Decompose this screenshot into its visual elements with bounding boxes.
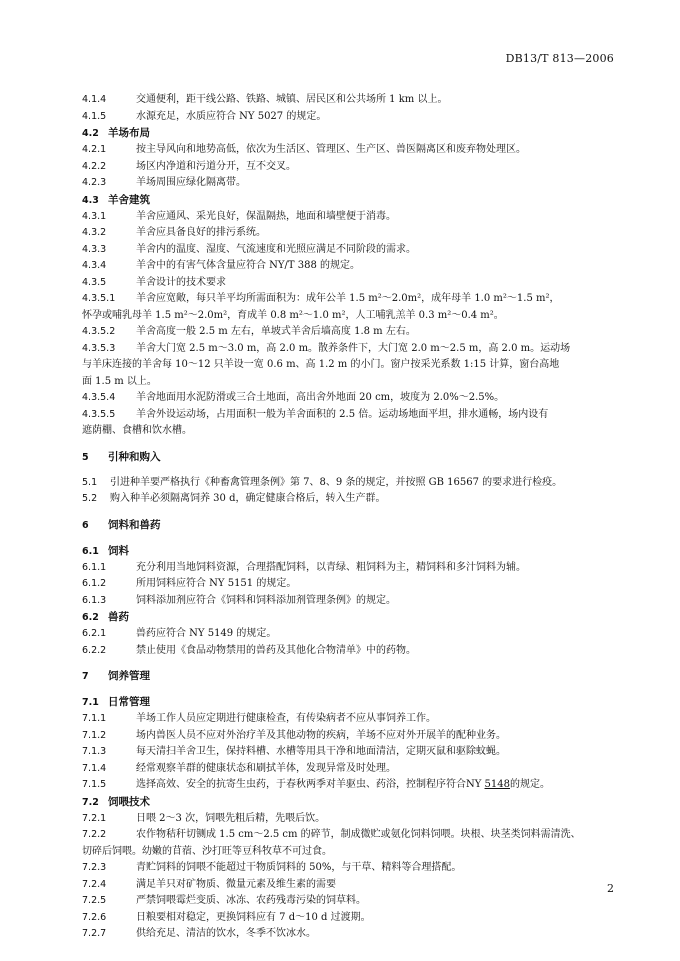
heading-text: 兽药	[108, 611, 129, 623]
clause-text: 日喂 2～3 次，饲喂先粗后精，先喂后饮。	[136, 812, 326, 824]
clause-number: 6.1.3	[82, 594, 107, 606]
heading-text: 引种和购入	[108, 450, 161, 463]
clause-line	[82, 827, 634, 844]
clause-line	[82, 560, 634, 577]
clause-line	[82, 626, 634, 643]
clause-line	[82, 811, 634, 828]
section-gap	[82, 659, 634, 668]
clause-line	[82, 926, 634, 943]
clause-text: 经常观察羊群的健康状态和刷拭羊体，发现异常及时处理。	[136, 762, 396, 774]
clause-continuation	[82, 844, 634, 861]
clause-text: 购入种羊必须隔离饲养 30 d，确定健康合格后，转入生产群。	[110, 493, 386, 504]
clause-number: 7.1.3	[82, 746, 107, 757]
clause-number: 4.2	[82, 128, 99, 139]
clause-continuation	[82, 374, 634, 391]
clause-text: 严禁饲喂霉烂变质、冰冻、农药残毒污染的饲草料。	[136, 895, 366, 906]
clause-text: 青贮饲料的饲喂不能超过干物质饲料的 50%，与干草、精料等合理搭配。	[136, 862, 462, 873]
document-body	[82, 92, 634, 943]
heading-text: 日常管理	[108, 696, 150, 708]
section-gap	[82, 685, 634, 694]
clause-text: 所用饲料应符合 NY 5151 的规定。	[136, 578, 297, 589]
clause-number: 4.3.5	[82, 276, 107, 288]
heading-text: 羊舍建筑	[108, 193, 150, 206]
clause-text: 选择高效、安全的抗寄生虫药，于春秋两季对羊驱虫、药浴，控制程序符合NY	[136, 779, 485, 790]
clause-text: 羊舍大门宽 2.5 m～3.0 m，高 2.0 m。散养条件下，大门宽 2.0 m～2.5 m，高 2.0 m。运动场	[136, 342, 571, 354]
clause-number: 7.1.2	[82, 729, 107, 741]
clause-text: 羊舍地面用水泥防滑或三合土地面，高出舍外地面 20 cm，坡度为 2.0%～2.5%。	[136, 392, 505, 403]
page-number: 2	[607, 882, 614, 895]
standard-reference: 5148	[484, 779, 510, 790]
clause-text: 羊舍中的有害气体含量应符合 NY/T 388 的规定。	[136, 260, 361, 271]
clause-text: 引进种羊要严格执行《种畜禽管理条例》第 7、8、9 条的规定，并按照 GB 16567 的要求进行检疫。	[110, 476, 563, 488]
clause-text: 羊舍应具备良好的排污系统。	[136, 227, 266, 238]
section-gap	[82, 534, 634, 543]
clause-text: 充分利用当地饲料资源，合理搭配饲料，以青绿、粗饲料为主，精饲料和多汁饲料为辅。	[136, 561, 526, 573]
clause-text: 满足羊只对矿物质、微量元素及维生素的需要	[136, 878, 336, 890]
clause-number: 6.2.1	[82, 628, 107, 639]
heading-text: 饲喂技术	[108, 795, 150, 808]
clause-number: 4.2.1	[82, 144, 107, 155]
clause-text: 与羊床连接的羊舍每 10～12 只羊设一宽 0.6 m、高 1.2 m 的小门。窗户按采光系数 1:15 计算，窗台高地	[82, 359, 560, 370]
clause-number: 4.3.5.3	[82, 342, 116, 354]
section-heading	[82, 449, 634, 466]
clause-text: 禁止使用《食品动物禁用的兽药及其他化合物清单》中的药物。	[136, 644, 416, 656]
clause-line	[82, 324, 634, 341]
clause-number: 4.3	[82, 194, 99, 206]
clause-continuation	[82, 308, 634, 325]
clause-line	[82, 109, 634, 126]
clause-continuation	[82, 423, 634, 440]
section-heading	[82, 125, 634, 142]
clause-text: 羊舍高度一般 2.5 m 左右，单坡式羊舍后墙高度 1.8 m 左右。	[136, 326, 416, 337]
clause-line	[82, 175, 634, 192]
clause-line	[82, 491, 634, 508]
clause-number: 5	[82, 451, 89, 463]
clause-number: 4.3.5.4	[82, 392, 116, 403]
section-heading	[82, 543, 634, 560]
clause-text: 羊舍外设运动场，占用面积一般为羊舍面积的 2.5 倍。运动场地面平坦，排水通畅，场内设有	[136, 408, 549, 420]
clause-number: 6.2	[82, 612, 99, 623]
clause-number: 4.2.2	[82, 160, 107, 172]
clause-number: 5.2	[82, 493, 98, 504]
section-heading	[82, 694, 634, 711]
clause-number: 7.2.2	[82, 829, 107, 840]
clause-line	[82, 407, 634, 424]
section-gap	[82, 440, 634, 449]
clause-number: 7.2.3	[82, 862, 107, 873]
clause-number: 6.1.1	[82, 561, 107, 573]
clause-text: 遮荫棚、食槽和饮水槽。	[82, 425, 192, 436]
clause-number: 6.2.2	[82, 644, 107, 656]
section-heading	[82, 794, 634, 811]
section-heading	[82, 517, 634, 534]
clause-line	[82, 209, 634, 226]
clause-line	[82, 744, 634, 761]
clause-line	[82, 910, 634, 927]
clause-number: 7.2.1	[82, 812, 107, 824]
clause-text: 每天清扫羊舍卫生，保持料槽、水槽等用具干净和地面清洁，定期灭鼠和驱除蚊蝇。	[136, 746, 506, 757]
clause-text: 面 1.5 m 以上。	[82, 375, 157, 387]
clause-text: 切碎后饲喂。幼嫩的苜蓿、沙打旺等豆科牧草不可过食。	[82, 845, 332, 857]
clause-text: 羊舍内的温度、湿度、气流速度和光照应满足不同阶段的需求。	[136, 243, 416, 255]
clause-line	[82, 643, 634, 660]
clause-number: 7.1.4	[82, 762, 107, 774]
clause-text-tail: 的规定。	[509, 779, 550, 790]
heading-text: 饲料	[108, 544, 129, 557]
clause-text: 供给充足、清洁的饮水，冬季不饮冰水。	[136, 928, 316, 939]
clause-number: 7.2.7	[82, 928, 107, 939]
clause-line	[82, 860, 634, 877]
clause-text: 羊场工作人员应定期进行健康检查，有传染病者不应从事饲养工作。	[136, 713, 436, 724]
clause-text: 日粮要相对稳定，更换饲料应有 7 d～10 d 过渡期。	[136, 911, 371, 923]
clause-text: 羊场周围应绿化隔离带。	[136, 177, 246, 188]
heading-text: 饲料和兽药	[108, 518, 161, 531]
clause-number: 4.3.3	[82, 243, 107, 255]
section-gap	[82, 508, 634, 517]
clause-number: 4.3.5.2	[82, 326, 116, 337]
clause-line	[82, 159, 634, 176]
clause-text: 怀孕或哺乳母羊 1.5 m²～2.0m²，育成羊 0.8 m²～1.0 m²，人工哺乳羔羊 0.3 m²～0.4 m²。	[82, 309, 504, 321]
clause-line	[82, 877, 634, 894]
clause-number: 6.1.2	[82, 578, 107, 589]
clause-number: 4.3.2	[82, 227, 107, 238]
section-heading	[82, 192, 634, 209]
clause-line	[82, 761, 634, 778]
clause-number: 7.2	[82, 796, 99, 808]
clause-text: 水源充足，水质应符合 NY 5027 的规定。	[136, 110, 327, 122]
clause-line	[82, 893, 634, 910]
clause-text: 场内兽医人员不应对外治疗羊及其他动物的疾病，羊场不应对外开展羊的配种业务。	[136, 729, 506, 741]
clause-line	[82, 593, 634, 610]
clause-number: 7.1	[82, 697, 99, 708]
section-heading	[82, 668, 634, 685]
clause-line	[82, 576, 634, 593]
clause-text: 场区内净道和污道分开，互不交叉。	[136, 160, 296, 172]
clause-number: 7.1.5	[82, 779, 107, 790]
clause-text: 农作物秸秆切铡成 1.5 cm～2.5 cm 的碎节，制成微贮或氨化饲料饲喂。块根、块茎类饲料需清洗、	[136, 829, 581, 840]
section-gap	[82, 466, 634, 475]
clause-line	[82, 341, 634, 358]
clause-number: 4.3.5.1	[82, 293, 116, 304]
clause-continuation	[82, 357, 634, 374]
heading-text: 饲养管理	[108, 670, 150, 682]
clause-text: 羊舍设计的技术要求	[136, 276, 226, 288]
clause-line	[82, 390, 634, 407]
clause-text: 羊舍应宽敞，每只羊平均所需面积为：成年公羊 1.5 m²～2.0m²，成年母羊 1.0 m²～1.5 m²，	[136, 293, 560, 304]
clause-number: 6.1	[82, 545, 99, 557]
clause-number: 7.2.6	[82, 911, 107, 923]
clause-number: 7.2.4	[82, 878, 107, 890]
heading-text: 羊场布局	[108, 127, 150, 139]
clause-number: 6	[82, 519, 89, 531]
clause-line	[82, 225, 634, 242]
clause-number: 4.3.5.5	[82, 408, 116, 420]
clause-line	[82, 92, 634, 109]
clause-text: 饲料添加剂应符合《饲料和饲料添加剂管理条例》的规定。	[136, 594, 396, 606]
section-heading	[82, 609, 634, 626]
clause-line	[82, 291, 634, 308]
clause-line	[82, 475, 634, 492]
clause-number: 7.1.1	[82, 713, 107, 724]
clause-text: 按主导风向和地势高低，依次为生活区、管理区、生产区、兽医隔离区和废弃物处理区。	[136, 144, 526, 155]
clause-text: 交通便利，距干线公路、铁路、城镇、居民区和公共场所 1 km 以上。	[136, 94, 448, 105]
clause-line	[82, 275, 634, 292]
clause-text: 羊舍应通风、采光良好，保温隔热，地面和墙壁便于消毒。	[136, 210, 396, 222]
clause-number: 4.1.4	[82, 94, 107, 105]
clause-number: 5.1	[82, 476, 98, 488]
clause-number: 7.2.5	[82, 895, 107, 906]
clause-number: 4.3.4	[82, 260, 107, 271]
clause-line	[82, 711, 634, 728]
clause-line	[82, 242, 634, 259]
clause-line	[82, 777, 634, 794]
clause-text: 兽药应符合 NY 5149 的规定。	[136, 628, 277, 639]
clause-line	[82, 728, 634, 745]
clause-number: 7	[82, 671, 89, 682]
clause-number: 4.2.3	[82, 177, 107, 188]
clause-number: 4.1.5	[82, 110, 107, 122]
document-code-header: DB13/T 813—2006	[505, 52, 614, 65]
clause-line	[82, 142, 634, 159]
clause-line	[82, 258, 634, 275]
clause-number: 4.3.1	[82, 210, 107, 222]
